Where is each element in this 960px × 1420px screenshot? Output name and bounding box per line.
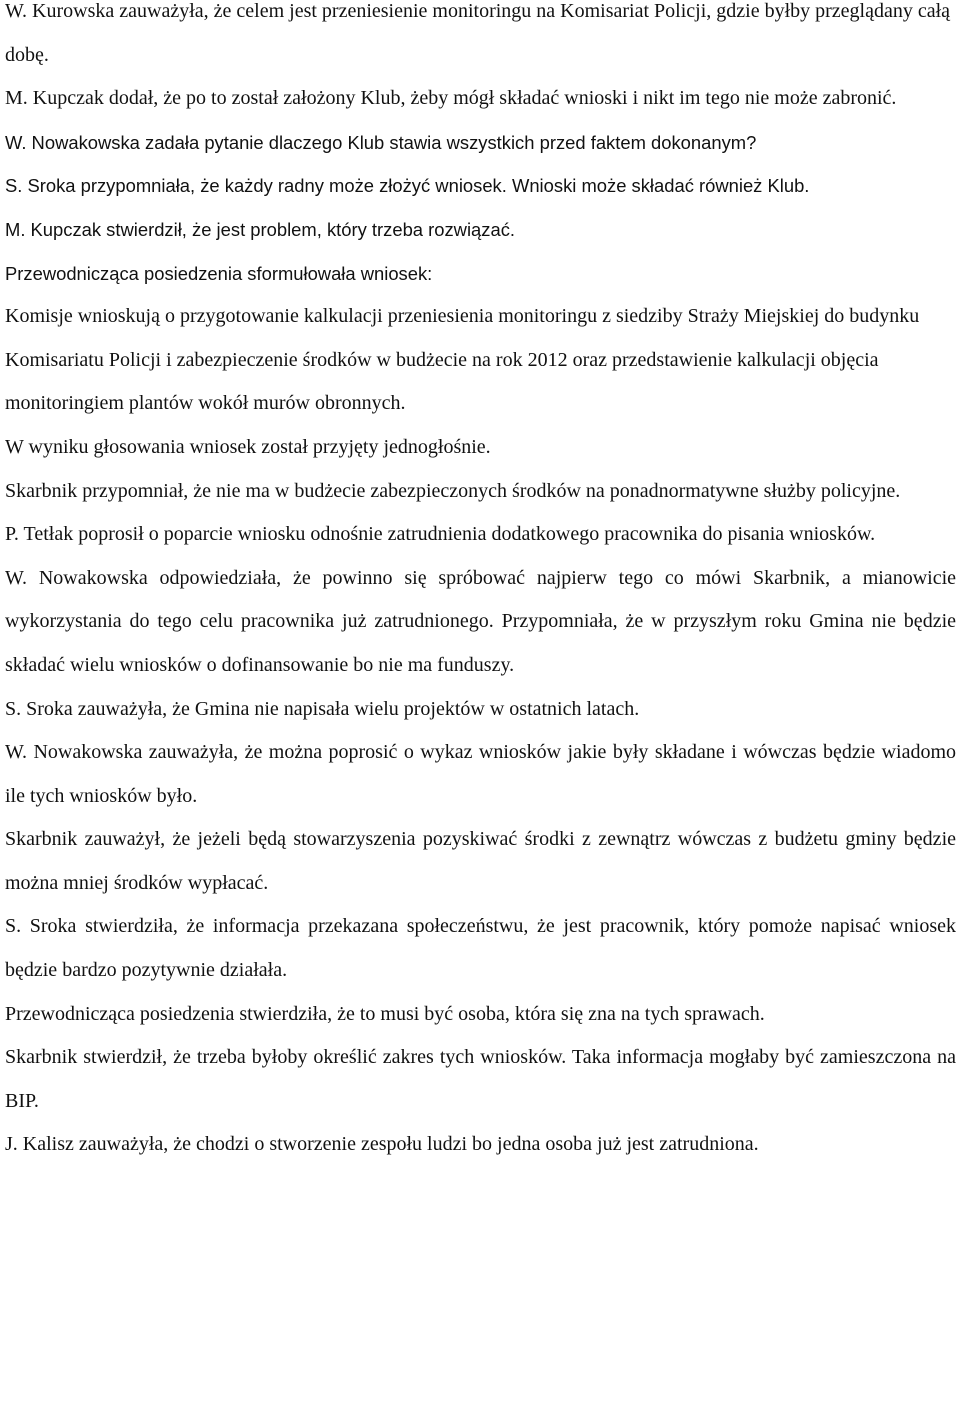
- paragraph: W wyniku głosowania wniosek został przyjęty jednogłośnie.: [5, 435, 491, 458]
- paragraph: Przewodnicząca posiedzenia sformułowała wniosek:: [5, 262, 433, 284]
- paragraph: W. Nowakowska zadała pytanie dlaczego Klub stawia wszystkich przed faktem dokonanym?: [5, 131, 757, 153]
- paragraph: W. Kurowska zauważyła, że celem jest przeniesienie monitoringu na Komisariat Policji, gdzie byłby przeglądany całą dobę.: [5, 0, 951, 66]
- paragraph: J. Kalisz zauważyła, że chodzi o stworzenie zespołu ludzi bo jedna osoba już jest zatrudniona.: [5, 1133, 759, 1156]
- paragraph: S. Sroka przypomniała, że każdy radny może złożyć wniosek. Wnioski może składać również Klub.: [5, 175, 810, 197]
- paragraph: Komisje wnioskują o przygotowanie kalkulacji przeniesienia monitoringu z siedziby Straży Miejskiej do budynku Komisariatu Policji i zabezpieczenie środków w budżecie na rok 2012 oraz przedstawienie kalkulacji objęcia monitoringiem plantów wokół murów obronnych.: [5, 305, 920, 415]
- paragraph: P. Tetłak poprosił o poparcie wniosku odnośnie zatrudnienia dodatkowego pracownika do pisania wniosków.: [5, 523, 876, 546]
- paragraph: Przewodnicząca posiedzenia stwierdziła, że to musi być osoba, która się zna na tych sprawach.: [5, 1002, 765, 1025]
- paragraph: M. Kupczak dodał, że po to został założony Klub, żeby mógł składać wnioski i nikt im tego nie może zabronić.: [5, 87, 897, 110]
- paragraph: W. Nowakowska odpowiedziała, że powinno się spróbować najpierw tego co mówi Skarbnik, a mianowicie wykorzystania do tego celu pracownika już zatrudnionego. Przypomniała, że w przyszłym roku Gmina nie będzie składać wielu wniosków o dofinansowanie bo nie ma funduszy.: [5, 566, 956, 676]
- paragraph: Skarbnik stwierdził, że trzeba byłoby określić zakres tych wniosków. Taka informacja mogłaby być zamieszczona na BIP.: [5, 1046, 956, 1112]
- paragraph: Skarbnik zauważył, że jeżeli będą stowarzyszenia pozyskiwać środki z zewnątrz wówczas z budżetu gminy będzie można mniej środków wypłacać.: [5, 828, 956, 894]
- paragraph: M. Kupczak stwierdził, że jest problem, który trzeba rozwiązać.: [5, 218, 515, 240]
- paragraph: S. Sroka stwierdziła, że informacja przekazana społeczeństwu, że jest pracownik, który pomoże napisać wniosek będzie bardzo pozytywnie działała.: [5, 915, 956, 982]
- paragraph: Skarbnik przypomniał, że nie ma w budżecie zabezpieczonych środków na ponadnormatywne służby policyjne.: [5, 479, 901, 502]
- paragraph: W. Nowakowska zauważyła, że można poprosić o wykaz wniosków jakie były składane i wówczas będzie wiadomo ile tych wniosków było.: [5, 741, 956, 807]
- paragraph: S. Sroka zauważyła, że Gmina nie napisała wielu projektów w ostatnich latach.: [5, 697, 640, 720]
